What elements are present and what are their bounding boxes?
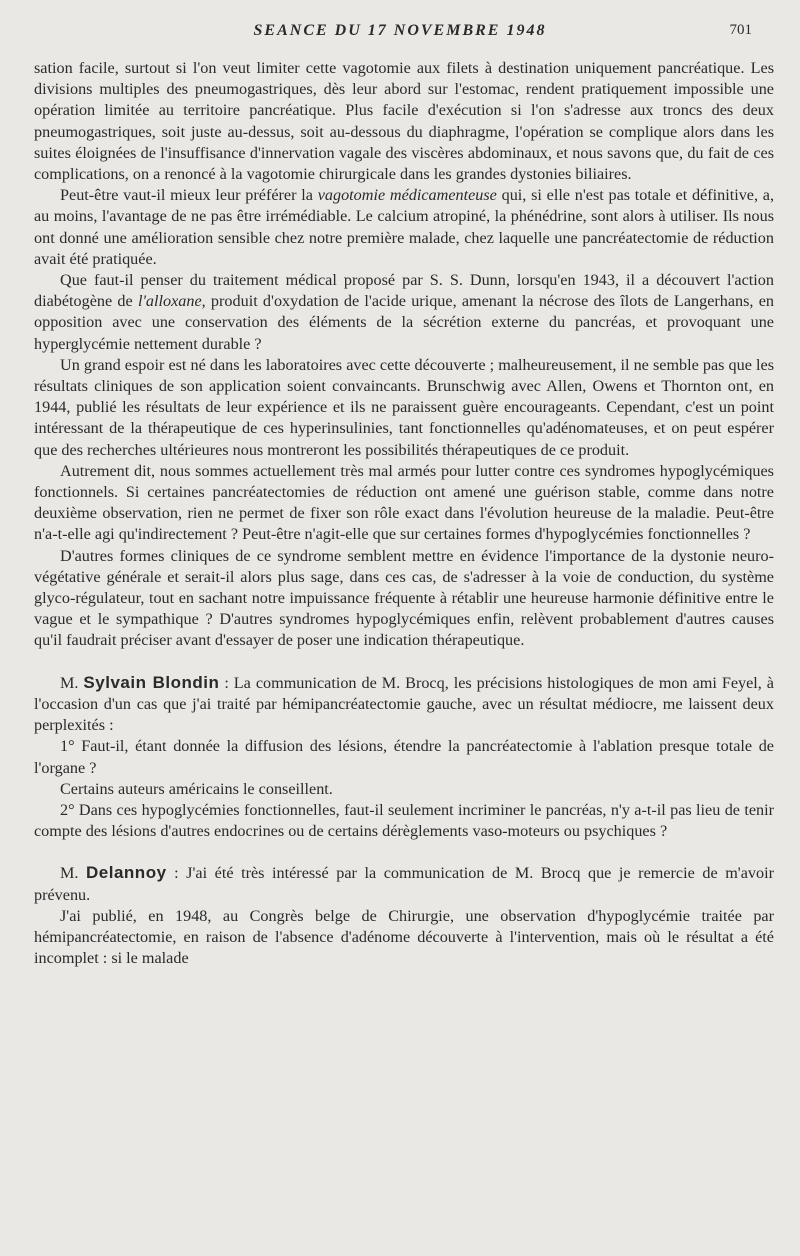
document-body	[34, 58, 774, 969]
paragraph: J'ai publié, en 1948, au Congrès belge de Chirurgie, une observation d'hypoglycémie traitée par hémipancréatectomie, en raison de l'absence d'adénome découverte à l'intervention, mais où le résultat a été incomplet : si le malade	[34, 906, 774, 968]
emphasis-term: l'alloxane	[137, 292, 202, 311]
paragraph	[34, 862, 774, 905]
paragraph: sation facile, surtout si l'on veut limiter cette vagotomie aux filets à destination uniquement pancréatique. Les divisions multiples des pneumogastriques, dès leur abord sur l'estomac, rendent pratiquement impossible une opération limitée au territoire pancréatique. Plus facile d'exécution si l'on s'adresse aux troncs des deux pneumogastriques, soit juste au-dessus, soit au-dessous du diaphragme, l'opération se complique alors dans les suites éloignées de l'insuffisance d'innervation vagale des viscères abdominaux, et nous savons que, du fait de ces complications, on a renoncé à la vagotomie chirurgicale dans les grandes dystonies biliaires.	[34, 59, 774, 184]
page-number: 701	[729, 22, 752, 38]
speaker-name: Delannoy	[86, 863, 167, 883]
paragraph: 1° Faut-il, étant donnée la diffusion des lésions, étendre la pancréatectomie à l'ablation presque totale de l'organe ?	[34, 737, 774, 777]
paragraph	[34, 185, 774, 270]
paragraph-text: Que faut-il penser du traitement médical proposé par S. S. Dunn, lorsqu'en 1943, il a découvert l'action diabétogène de	[34, 271, 774, 311]
paragraph: Certains auteurs américains le conseillent.	[60, 779, 333, 798]
paragraph	[34, 270, 774, 355]
speaker-name: Sylvain Blondin	[83, 672, 220, 692]
running-head	[0, 22, 800, 46]
section-gap	[34, 842, 774, 862]
paragraph-text: qui, si elle n'est pas totale et définitive, a, au moins, l'avantage de ne pas être irrémédiable. Le calcium atropiné, la phénédrine, sont alors à utiliser. Ils nous ont donné une amélioration sensible chez notre première malade, chez laquelle une pancréatectomie de réduction avait été pratiquée.	[34, 186, 775, 268]
paragraph-text: , produit d'oxydation de l'acide urique, amenant la nécrose des îlots de Langerhans, en opposition avec une conservation des éléments de la sécrétion externe du pancréas, et provoquant une hyperglycémie nettement durable ?	[34, 292, 774, 353]
paragraph: Autrement dit, nous sommes actuellement très mal armés pour lutter contre ces syndromes hypoglycémiques fonctionnels. Si certaines pancréatectomies de réduction ont amené une guérison stable, comme dans notre deuxième observation, rien ne permet de fixer son rôle exact dans l'évolution heureuse de la maladie. Peut-être n'a-t-elle agi qu'indirectement ? Peut-être n'agit-elle que sur certaines formes d'hypoglycémies fonctionnelles ?	[34, 461, 774, 544]
paragraph: 2° Dans ces hypoglycémies fonctionnelles, faut-il seulement incriminer le pancréas, n'y a-t-il pas lieu de tenir compte des lésions d'autres endocrines ou de certains dérèglements vaso-moteurs ou psychiques ?	[34, 800, 774, 841]
paragraph	[34, 672, 774, 737]
emphasis-term: vagotomie médicamenteuse	[317, 186, 497, 205]
paragraph-text: : J'ai été très intéressé par la communication de M. Brocq que je remercie de m'avoir prévenu.	[34, 864, 774, 904]
speaker-prefix: M.	[60, 864, 87, 883]
paragraph: Un grand espoir est né dans les laboratoires avec cette découverte ; malheureusement, il ne semble pas que les résultats cliniques de son application soient convaincants. Brunschwig avec Allen, Owens et Thornton ont, en 1944, publié les résultats de leur expérience et ils ne paraissent guère encourageants. Cependant, c'est un point intéressant de la thérapeutique de ces hyperinsulinies, tant fonctionnelles qu'adénomateuses, et on peut espérer que des recherches ultérieures nous montreront les possibilités thérapeutiques de ce produit.	[34, 355, 774, 459]
running-title: SEANCE DU 17 NOVEMBRE 1948	[253, 22, 547, 39]
speaker-prefix: M.	[60, 673, 84, 692]
section-gap	[34, 652, 774, 672]
paragraph-text: : La communication de M. Brocq, les précisions histologiques de mon ami Feyel, à l'occasion d'un cas que j'ai traité par hémipancréatectomie gauche, avec un résultat médiocre, me laissent deux perplexités :	[34, 673, 774, 735]
paragraph-text: Peut-être vaut-il mieux leur préférer la	[60, 186, 318, 205]
paragraph: D'autres formes cliniques de ce syndrome semblent mettre en évidence l'importance de la dystonie neuro-végétative générale et serait-il alors plus sage, dans ces cas, de s'adresser à la voie de conduction, du système glyco-régulateur, tout en sachant notre impuissance fréquente à rétablir une heureuse harmonie définitive entre le vague et le sympathique ? D'autres syndromes hypoglycémiques enfin, relèvent probablement d'autres causes qu'il faudrait préciser avant d'essayer de poser une indication thérapeutique.	[34, 546, 774, 650]
